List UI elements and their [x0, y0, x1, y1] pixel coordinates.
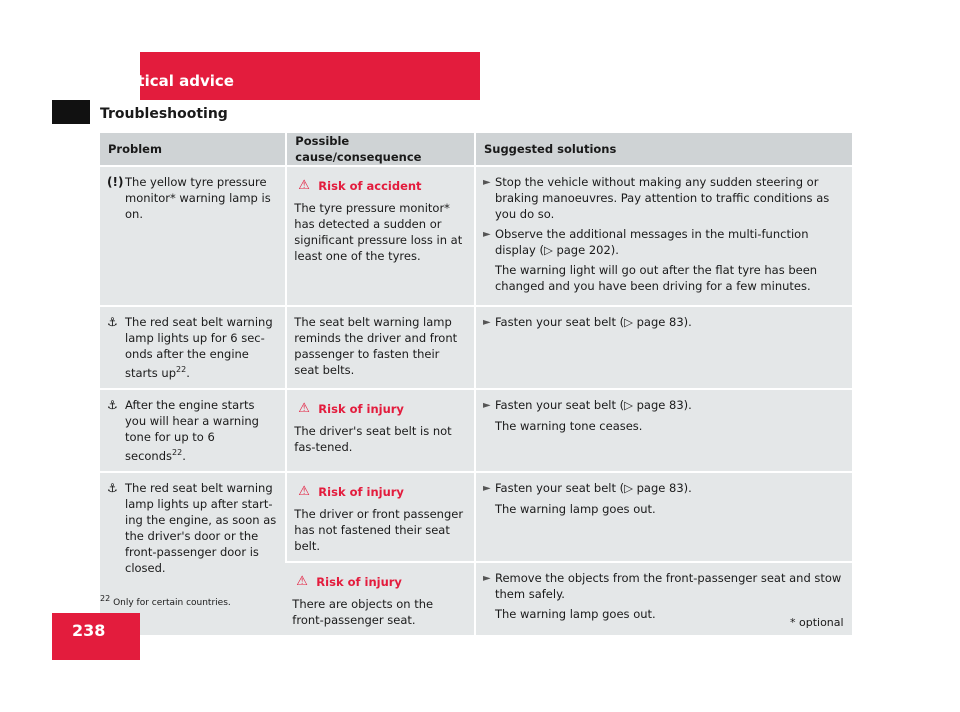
solution-text: Fasten your seat belt (▷ page 83).: [494, 315, 692, 329]
solution-step: [483, 174, 845, 222]
column-header-problem: Problem: [100, 133, 285, 165]
footnote: $^{22}$ Only for certain countries.: [100, 594, 231, 608]
cause-text: The driver or front passenger has not fastened their seat belt.: [294, 506, 464, 553]
solution-note: The warning lamp goes out.: [494, 501, 656, 516]
table-row: [100, 305, 852, 388]
problem-text-end: .: [186, 365, 190, 380]
solution-text: Remove the objects from the front-passenger seat and stow them safely.: [494, 570, 842, 601]
footnote-ref: 22: [176, 365, 187, 374]
warning-lamp-icon: (!): [107, 175, 124, 189]
solution-text: Fasten your seat belt (▷ page 83).: [494, 397, 692, 412]
cause-cell: [285, 388, 474, 471]
problem-text: [125, 480, 278, 576]
risk-warning: [294, 178, 467, 194]
table-body: [100, 165, 852, 635]
solutions-cell: [474, 305, 852, 388]
page-number: 238: [72, 621, 106, 640]
risk-warning: [294, 484, 467, 500]
optional-note: * optional: [790, 616, 844, 629]
problem-content: [107, 480, 278, 576]
step-arrow-icon: ►: [482, 229, 491, 240]
problem-text-main: The red seat belt warning lamp lights up after start-ing the engine, as soon as the driver's door or the front-passenger door is closed.: [125, 480, 277, 575]
problem-cell: [100, 388, 285, 471]
solution-note: The warning light will go out after the flat tyre has been changed and you have been driving for a few minutes.: [494, 263, 818, 293]
problem-cell: [100, 471, 285, 635]
solution-text: Stop the vehicle without making any sudden steering or braking manoeuvres. Pay attention to traffic conditions as you do so.: [494, 175, 830, 221]
warning-triangle-icon: ⚠: [298, 483, 310, 499]
problem-text-main: After the engine starts you will hear a warning tone for up to 6 seconds: [125, 397, 259, 463]
problem-cell: [100, 165, 285, 305]
step-arrow-icon: ►: [482, 399, 491, 411]
troubleshooting-table: [100, 133, 852, 635]
solution-step: [483, 480, 845, 497]
solution-note: The warning tone ceases.: [494, 418, 643, 433]
problem-text-main: The red seat belt warning lamp lights up for 6 sec-onds after the engine starts up: [125, 315, 273, 380]
column-header-solutions: Suggested solutions: [474, 133, 852, 165]
problem-cell: [100, 305, 285, 388]
solution-step: [483, 397, 845, 414]
step-arrow-icon: ►: [482, 572, 491, 584]
column-header-cause: Possible cause/consequence: [285, 133, 474, 165]
problem-text-main: The yellow tyre pressure monitor* warning lamp is on.: [125, 175, 271, 221]
risk-label: Risk of injury: [316, 574, 402, 589]
table-header-row: [100, 133, 852, 165]
cause-text: The tyre pressure monitor* has detected a sudden or significant pressure loss in at least one of the tyres.: [294, 201, 463, 263]
risk-label: Risk of injury: [318, 484, 404, 499]
solution-text: Observe the additional messages in the multi-function display (▷ page 202).: [494, 227, 809, 257]
warning-triangle-icon: ⚠: [298, 400, 310, 416]
risk-warning: [294, 401, 467, 417]
problem-text: [125, 174, 278, 222]
problem-content: [107, 314, 278, 381]
step-arrow-icon: ►: [482, 482, 491, 494]
warning-triangle-icon: ⚠: [296, 573, 308, 589]
warning-lamp-icon: ⚓: [107, 397, 118, 412]
table-row: [100, 388, 852, 471]
warning-triangle-icon: ⚠: [298, 178, 310, 193]
solutions-cell: [474, 165, 852, 305]
step-arrow-icon: ►: [482, 317, 491, 328]
risk-label: Risk of accident: [318, 179, 422, 193]
warning-lamp-icon: ⚓: [107, 480, 118, 495]
solution-text: Fasten your seat belt (▷ page 83).: [494, 480, 692, 495]
problem-text-end: .: [182, 448, 186, 463]
cause-cell: [285, 471, 474, 561]
cause-cell: [285, 305, 474, 388]
page-subtitle: Troubleshooting: [100, 106, 228, 122]
cause-text: The driver's seat belt is not fas-tened.: [294, 423, 452, 454]
solution-note: The warning lamp goes out.: [494, 606, 656, 621]
solution-step: [483, 570, 845, 602]
cause-text: There are objects on the front-passenger seat.: [292, 596, 434, 627]
solution-step: [483, 226, 845, 258]
problem-text: [125, 314, 278, 381]
solution-step: [483, 314, 845, 331]
problem-content: [107, 174, 278, 222]
table-row: [100, 471, 852, 561]
warning-lamp-icon: ⚓: [107, 315, 118, 329]
problem-content: [107, 397, 278, 464]
footnote-ref: 22: [172, 447, 183, 457]
problem-text: [125, 397, 278, 464]
section-title: Practical advice: [100, 72, 234, 90]
risk-warning: [292, 574, 467, 590]
solutions-cell: [474, 471, 852, 561]
chapter-tab: [52, 100, 90, 124]
cause-cell: [285, 561, 474, 635]
cause-cell: [285, 165, 474, 305]
solutions-cell: [474, 388, 852, 471]
risk-label: Risk of injury: [318, 401, 404, 416]
cause-text: The seat belt warning lamp reminds the driver and front passenger to fasten their seat belts.: [294, 315, 458, 377]
table-row: [100, 165, 852, 305]
step-arrow-icon: ►: [482, 177, 491, 188]
